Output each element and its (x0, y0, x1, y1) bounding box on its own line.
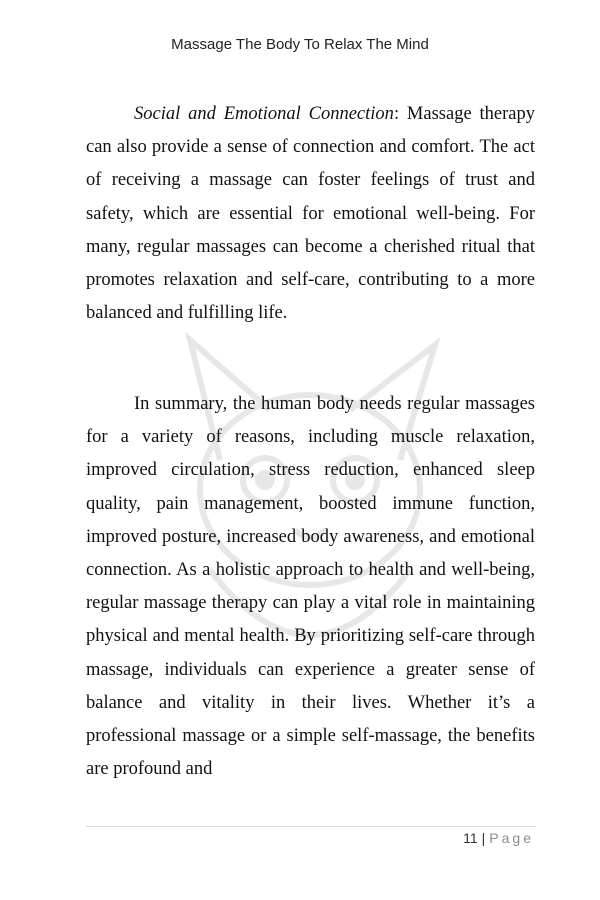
paragraph-emotional-connection (86, 98, 535, 330)
paragraph-summary-text: In summary, the human body needs regular massages for a variety of reasons, including muscle relaxation, improved circulation, stress reduction, enhanced sleep quality, pain management, boosted immune function, improved posture, increased body awareness, and emotional connection. As a holistic approach to health and well-being, regular massage therapy can play a vital role in maintaining physical and mental health. By prioritizing self-care through massage, individuals can experience a greater sense of balance and vitality in their lives. Whether it’s a professional massage or a simple self-massage, the benefits are profound and (86, 394, 535, 780)
paragraph-body: : Massage therapy can also provide a sense of connection and comfort. The act of receiving a massage can foster feelings of trust and safety, which are essential for emotional well-being. For many, regular massages can become a cherished ritual that promotes relaxation and self-care, contributing to a more balanced and fulfilling life. (86, 104, 535, 324)
paragraph-summary (86, 388, 535, 786)
paragraph-lead-heading: Social and Emotional Connection (134, 104, 394, 124)
page-number: 11 (463, 830, 478, 846)
footer-divider (86, 826, 536, 827)
running-header: Massage The Body To Relax The Mind (171, 36, 429, 53)
page-label: Page (489, 830, 534, 846)
page-footer (463, 830, 534, 846)
footer-separator: | (481, 830, 486, 846)
